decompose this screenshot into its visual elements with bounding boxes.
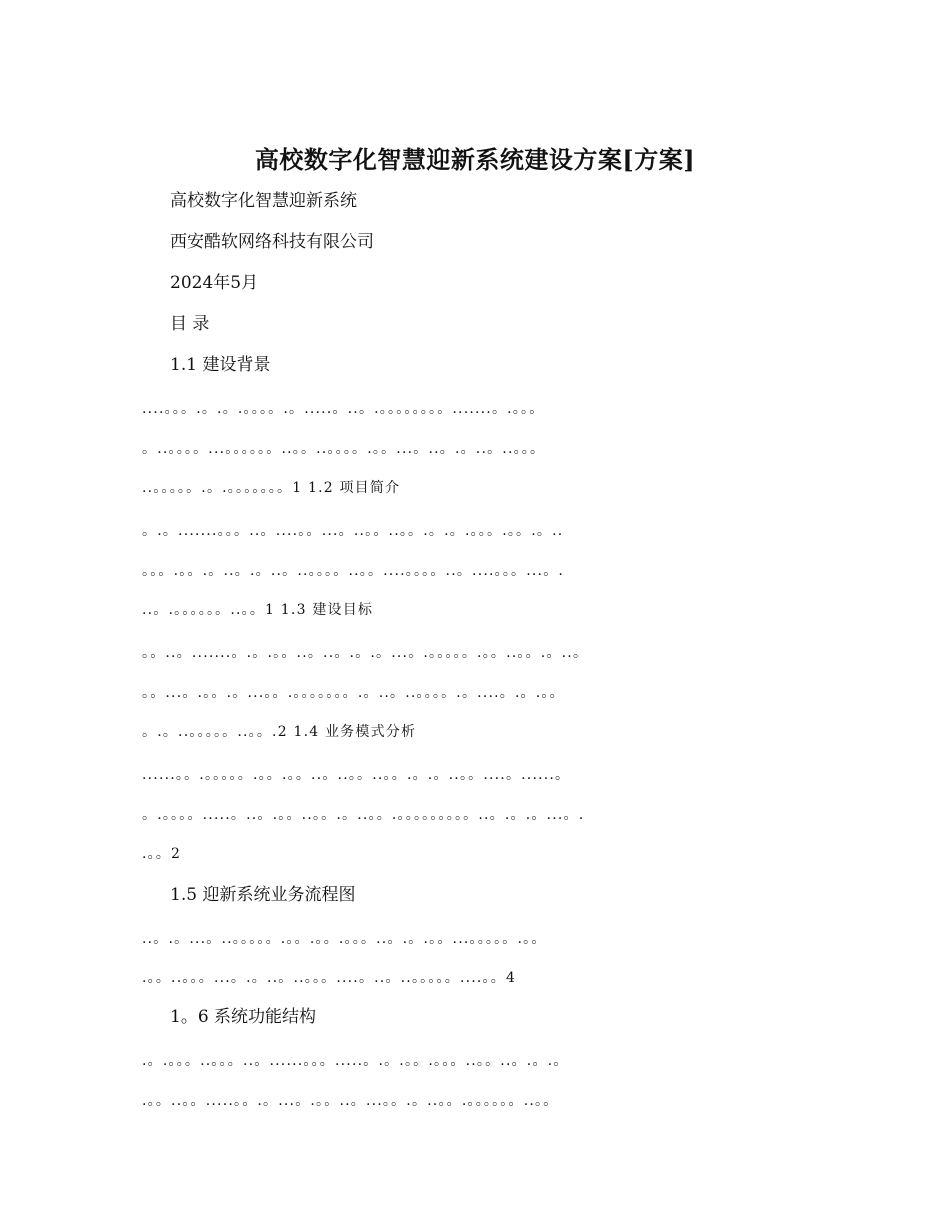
date-text: 2024年5月 (170, 273, 259, 293)
toc-entry-1-2[interactable]: ..。。。。。.。.。。。。。。。1 1.2 项目简介 (142, 480, 401, 496)
toc-entry-1-6[interactable]: 1。6 系统功能结构 (170, 1007, 317, 1027)
toc-leader-line: ......。。.。。。。。.。。.。。..。..。。..。。.。.。..。。....。......。 (142, 767, 571, 783)
toc-leader-line: .。。..。。.....。。.。...。.。。..。...。。.。..。。.。。。。。。..。。 (142, 1093, 559, 1109)
toc-leader-line: ..。.。...。..。。。。。.。。.。。.。。。..。.。.。。...。。。。。.。。 (142, 931, 547, 947)
toc-leader-line: ....。。。.。.。.。。。。.。.....。..。.。。。。。。。。.......。.。。。 (142, 401, 545, 417)
toc-heading: 目 录 (170, 314, 210, 334)
toc-leader-line: .。。..。。。...。.。..。..。。。....。..。..。。。。。....。。4 (142, 970, 517, 986)
toc-entry-1-4[interactable]: 。.。..。。。。。..。。.2 1.4 业务模式分析 (142, 724, 417, 740)
toc-leader-line: 。。。.。。.。..。.。..。..。。。。..。。....。。。。..。....。。。...。. (142, 563, 565, 579)
toc-leader-line: 。..。。。。...。。。。。。..。。..。。。。.。。...。..。.。..。..。。。 (142, 441, 546, 457)
toc-page-number: .。。2 (142, 846, 182, 862)
toc-entry-1-1[interactable]: 1.1 建设背景 (170, 355, 271, 375)
toc-leader-line: .。.。。。..。。。..。......。。。.....。.。.。。.。。。..。。..。.。.。 (142, 1053, 569, 1069)
toc-leader-line: 。.。.......。。。..。....。。...。..。。..。。.。.。.。。。.。。.。.. (142, 523, 564, 539)
toc-leader-line: 。.。。。。.....。..。.。。..。。.。..。。.。。。。。。。。。..。.。.。...。. (142, 807, 585, 823)
company-name: 西安酷软网络科技有限公司 (170, 232, 374, 252)
subtitle-text: 高校数字化智慧迎新系统 (170, 191, 357, 211)
toc-leader-line: 。。...。.。。.。...。。.。。。。。。。.。..。..。。。。.。....。.。.。。 (142, 685, 565, 701)
document-title: 高校数字化智慧迎新系统建设方案[方案] (254, 145, 696, 174)
toc-entry-1-3[interactable]: ..。.。。。。。。..。。1 1.3 建设目标 (142, 602, 374, 618)
toc-entry-1-5[interactable]: 1.5 迎新系统业务流程图 (170, 885, 356, 905)
toc-leader-line: 。。..。.......。.。.。。..。..。.。.。...。.。。。。。.。。..。。.。..。 (142, 645, 589, 661)
